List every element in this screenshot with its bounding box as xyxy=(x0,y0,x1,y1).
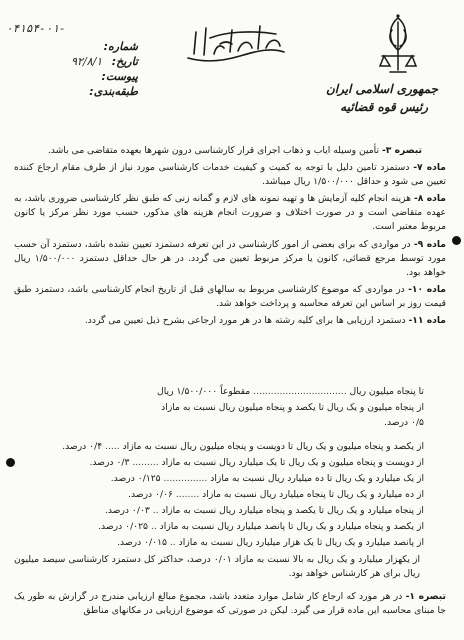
tier-6: از ده میلیارد و یک ریال تا پنجاه میلیارد ریال نسبت به مازاد ........ ۰/۰۶ درصد. xyxy=(128,489,424,500)
basmala-calligraphy-icon xyxy=(180,18,290,68)
tier-5: از یک میلیارد و یک ریال تا ده میلیارد ریال نسبت به مازاد ............... ۰/۱۲۵ درصد. xyxy=(110,473,424,484)
note-1: تبصره ۱- در هر مورد که ارجاع کار شامل موارد متعدد باشد، مجموع مبالغ ارزیابی مندرج در گزارش به طور یک جا مبنای محاسبه این ماده قرار می گیرد. لیکن در صورتی که موضوع ارزیابی در مکانهای مناطق xyxy=(14,591,447,617)
tier-last-block xyxy=(14,553,446,581)
article-11: ماده ۱۱- دستمزد ارزیابی ها برای کلیه رشته ها در هر مورد ارجاعی بشرح ذیل تعیین می گردد. xyxy=(84,315,446,327)
letter-meta xyxy=(8,40,138,100)
punch-hole-mark xyxy=(452,236,461,245)
note-1-block xyxy=(14,590,446,618)
tier-last: از یکهزار میلیارد و یک ریال به بالا نسبت به مازاد ۰/۰۱ درصد، حداکثر کل دستمزد کارشناسی سیصد میلیون ریال برای هر کارشناس خواهد بود. xyxy=(14,554,421,580)
meta-attachment: پیوست: xyxy=(101,70,138,83)
tier-3: از یکصد و پنجاه میلیون و یک ریال تا دویست و پنجاه میلیون ریال نسبت به مازاد ..... ۰/۴ درصد. xyxy=(62,441,424,452)
meta-number: شماره: xyxy=(103,40,138,53)
note-3: تبصره ۳- تأمین وسیله ایاب و ذهاب اجرای قرار کارشناسی درون شهرها بعهده متقاضی می باشد. xyxy=(47,145,422,156)
meta-classification: طبقه‌بندی: xyxy=(89,85,138,98)
punch-hole-mark xyxy=(6,458,15,467)
reference-number: ۰۴۱۵۴-۰۱- xyxy=(6,22,66,35)
tier-4: از دویست و پنجاه میلیون و یک ریال تا یک میلیارد ریال نسبت به مازاد ......... ۰/۳ درصد. xyxy=(89,457,424,468)
document-body xyxy=(14,144,446,328)
article-10: ماده ۱۰- در مواردی که موضوع کارشناسی مربوط به سالهای قبل از تاریخ انجام کارشناسی باشد، دستمزد طبق قیمت روز بر اساس این تعرفه محاسبه و پرداخت خواهد شد. xyxy=(14,283,446,309)
tier-2-rate: ۰/۵ درصد. xyxy=(384,417,424,428)
article-8: ماده ۸- هزینه انجام کلیه آزمایش ها و تهیه نمونه های لازم و گمانه زنی که طبق نظر کارشناسی ضروری باشد، به عهده متقاضی است و در صورت اختلاف و ضرورت انجام هزینه های مذکور، حسب مورد نظر مرکز یا کانون مربوط معتبر است. xyxy=(14,193,446,233)
article-7: ماده ۷- دستمزد تامین دلیل با توجه به کمیت و کیفیت خدمات کارشناسی مورد نیاز از طرف مقام ارجاع کننده تعیین می شود و حداقل ۱/۵۰۰/۰۰۰ ریال میباشد. xyxy=(14,162,446,188)
judiciary-head-title: رئیس قوه قضائیه xyxy=(340,100,428,114)
tier-1: تا پنجاه میلیون ریال ................................ مقطوعاً ۱/۵۰۰/۰۰۰ ریال xyxy=(157,386,424,397)
tier-9: از پانصد میلیارد و یک ریال تا یک هزار میلیارد ریال نسبت به مازاد .. ۰/۰۱۵ درصد. xyxy=(117,537,424,548)
judiciary-emblem-icon xyxy=(376,12,420,80)
article-9: ماده ۹- در مواردی که برای بعضی از امور کارشناسی در این تعرفه دستمزد تعیین نشده باشد، دستمزد آن حسب مورد توسط مرجع قضائی، کانون یا مرکز مربوط تعیین می گردد. در هر حال حداقل دستمزد ۱/۵۰۰/۰۰۰ ریال خواهد بود. xyxy=(14,238,446,278)
tier-2: از پنجاه میلیون و یک ریال تا یکصد و پنجاه میلیون ریال نسبت به مازاد xyxy=(161,402,424,413)
tier-7: از پنجاه میلیارد و یک ریال تا یکصد و پنجاه میلیارد ریال نسبت به مازاد .. ۰/۰۳ درصد. xyxy=(104,505,424,516)
tier-8: از یکصد و پنجاه میلیارد و یک ریال تا پانصد میلیارد ریال نسبت به مازاد .. ۰/۰۲۵ درصد. xyxy=(98,521,424,532)
meta-date: تاریخ: ۹۲/۸/۱ xyxy=(71,55,138,68)
republic-name: جمهوری اسلامی ایران xyxy=(325,82,438,96)
